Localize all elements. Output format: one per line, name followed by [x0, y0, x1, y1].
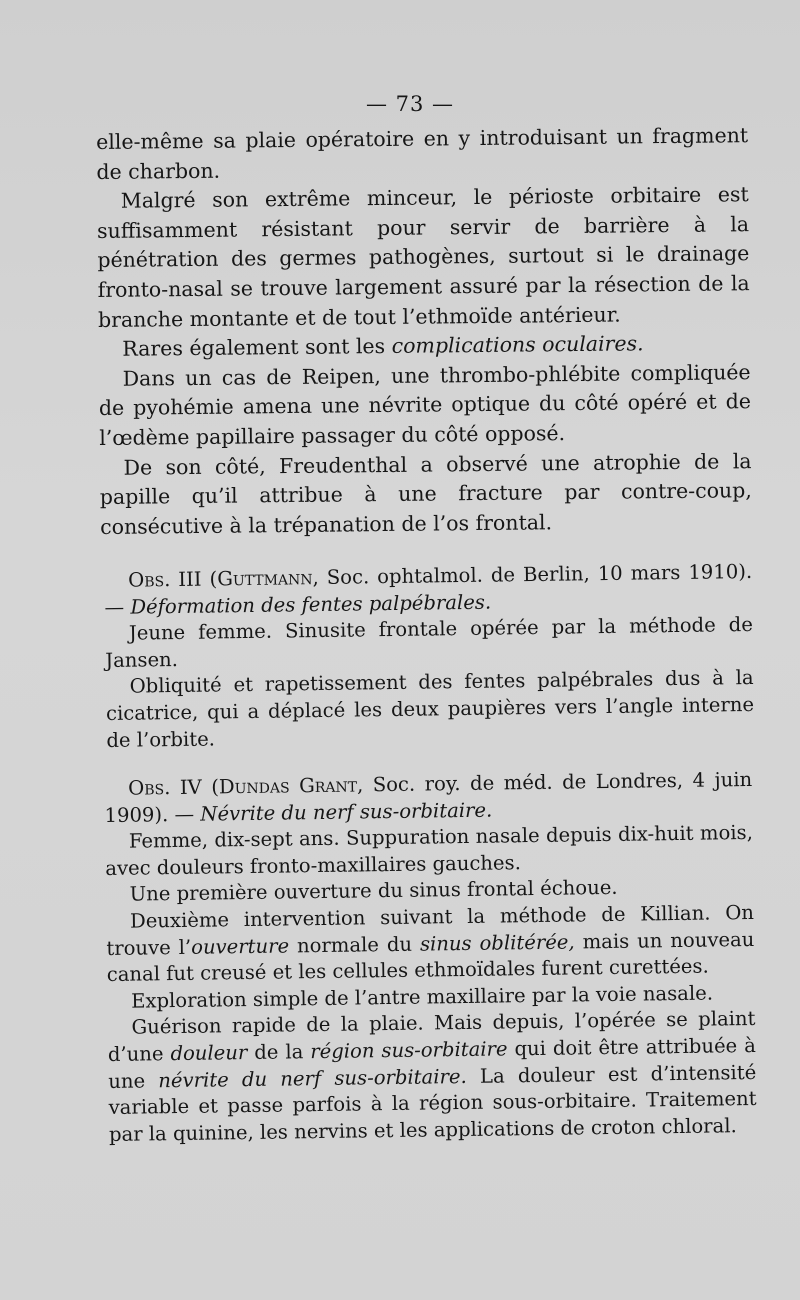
text-run: qui doit être attribuée à une	[108, 1033, 757, 1093]
text-run: mais un nouveau canal fut creusé et les cellules ethmoïdales furent curettées.	[106, 927, 755, 987]
observation-source: , Soc. ophtalmol. de Berlin, 10 mars 1910). —	[104, 559, 753, 619]
paragraph: elle-même sa plaie opératoire en y introduisant un fragment de charbon.	[96, 123, 749, 184]
paragraph: Une première ouverture du sinus frontal échoue.	[129, 876, 618, 907]
emphasis: complications oculaires.	[391, 331, 644, 359]
observation-4	[104, 767, 757, 1148]
emphasis: ouverture	[191, 933, 290, 959]
text-run: Deuxième intervention suivant la méthode de Killian. On trouve l’	[106, 900, 755, 960]
observation-3	[104, 559, 755, 754]
observation-label: Obs. III	[128, 567, 202, 592]
page-number: — 73 —	[365, 92, 455, 116]
observation-label: Obs. IV	[128, 775, 202, 800]
text-run: Guérison rapide de la plaie. Mais depuis, l’opérée se plaint d’une	[107, 1007, 756, 1066]
observation-title: Déformation des fentes palpébrales.	[130, 590, 492, 619]
paragraph: Femme, dix-sept ans. Suppuration nasale depuis dix-huit mois, avec douleurs fronto-maxillaires gauches.	[105, 821, 754, 880]
paragraph: Jeune femme. Sinusite frontale opérée par la méthode de Jansen.	[105, 613, 754, 672]
observation-heading: Obs. III (Guttmann, Soc. ophtalmol. de Berlin, 10 mars 1910). — Déformation des fentes palpébrales.	[104, 559, 753, 619]
paragraph: De son côté, Freudenthal a observé une atrophie de la papille qu’il attribue à une fracture par contre-coup, consécutive à la trépanation de l’os frontal.	[99, 448, 752, 539]
paragraph-text: Rares également sont les	[122, 334, 386, 361]
observation-author: Guttmann	[217, 566, 313, 591]
emphasis: douleur	[170, 1040, 248, 1066]
emphasis: sinus oblitérée,	[419, 930, 575, 956]
paragraph: Malgré son extrême minceur, le périoste orbitaire est suffisamment résistant pour servir de barrière à la pénétration des germes pathogènes, surtout si le drainage fronto-nasal se trouve largement assuré par la résection de la branche montante et de tout l’ethmoïde antérieur.	[96, 182, 750, 332]
emphasis: région sus-orbitaire	[310, 1037, 508, 1064]
paragraph: Exploration simple de l’antre maxillaire par la voie nasale.	[130, 981, 714, 1013]
paragraph: Dans un cas de Reipen, une thrombo-phlébite compliquée de pyohémie amena une névrite optique du côté opéré et de l’œdème papillaire passager du côté opposé.	[98, 359, 752, 450]
observation-author: Dundas Grant	[218, 773, 358, 799]
text-run: normale du	[288, 932, 421, 957]
text-run: La douleur est d’intensité variable et passe parfois à la région sous-orbitaire. Traitement par la quinine, les nervins et les applications de croton chloral.	[108, 1060, 757, 1146]
observation-source: , Soc. roy. de méd. de Londres, 4 juin 1909). —	[104, 767, 753, 827]
paragraph	[107, 1006, 757, 1148]
observation-title: Névrite du nerf sus-orbitaire.	[200, 798, 493, 826]
text-run: de la	[247, 1040, 311, 1064]
observation-heading: Obs. IV (Dundas Grant, Soc. roy. de méd. de Londres, 4 juin 1909). — Névrite du nerf sus-orbitaire.	[104, 767, 753, 827]
body-text	[96, 121, 752, 542]
paragraph	[106, 900, 755, 989]
emphasis: névrite du nerf sus-orbitaire.	[158, 1064, 467, 1092]
paragraph: Obliquité et rapetissement des fentes palpébrales dus à la cicatrice, qui a déplacé les deux paupières vers l’angle interne de l’orbite.	[105, 666, 755, 752]
